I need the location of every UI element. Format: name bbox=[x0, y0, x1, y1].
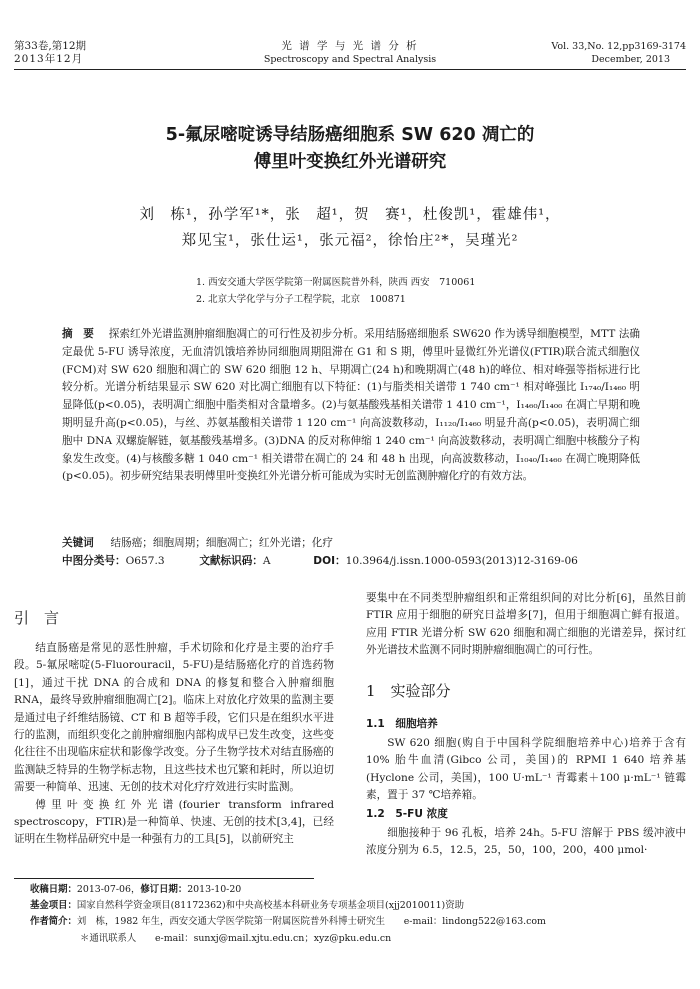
clc-label: 中图分类号： bbox=[62, 555, 126, 567]
header-vol-pages: Vol. 33,No. 12,pp3169-3174 bbox=[551, 41, 686, 52]
fund-text: 国家自然科学资金项目(81172362)和中央高校基本科研业务专项基金项目(xjj2010011)资助 bbox=[76, 900, 464, 911]
clc-value: O657.3 bbox=[125, 555, 165, 567]
abstract-label: 摘 要 bbox=[62, 328, 94, 340]
revised-date: 2013-10-20 bbox=[187, 884, 242, 895]
header-date: 2013年12月 bbox=[14, 53, 84, 65]
intro-heading: 引 言 bbox=[14, 609, 60, 627]
keywords-label: 关键词 bbox=[62, 537, 94, 549]
header-month: December, 2013 bbox=[591, 54, 670, 65]
abstract bbox=[62, 326, 640, 486]
affiliation-2: 2. 北京大学化学与分子工程学院，北京 100871 bbox=[196, 294, 406, 305]
right-column bbox=[366, 590, 686, 660]
keywords bbox=[62, 535, 333, 552]
footnote-bio bbox=[30, 914, 690, 929]
footnote-corresponding: ＊通讯联系人 e-mail：sunxj@mail.xjtu.edu.cn；xyz@pku.edu.cn bbox=[80, 933, 392, 944]
subsection-1-1-text: SW 620 细胞(购自于中国科学院细胞培养中心)培养于含有 10% 胎牛血清(Gibco 公司，美国)的 RPMI 1 640 培养基(Hyclone 公司，美国)，100 U·mL⁻¹ 青霉素＋100 μ·mL⁻¹ 链霉素，置于 37 ℃培养箱。 bbox=[366, 737, 686, 802]
subsection-1-1: 1.1 细胞培养 bbox=[366, 718, 438, 730]
subsection-1-2: 1.2 5-FU 浓度 bbox=[366, 808, 448, 820]
received-date: 2013-07-06， bbox=[76, 884, 141, 895]
footnote-fund bbox=[30, 898, 690, 913]
header-journal-en: Spectroscopy and Spectral Analysis bbox=[263, 54, 437, 65]
header-volume: 第33卷,第12期 bbox=[14, 40, 87, 52]
affiliation-1: 1. 西安交通大学医学院第一附属医院普外科，陕西 西安 710061 bbox=[196, 277, 476, 288]
fund-label: 基金项目： bbox=[30, 900, 77, 911]
received-label: 收稿日期： bbox=[30, 884, 77, 895]
footnote-dates bbox=[30, 882, 241, 897]
doi-label: DOI： bbox=[313, 555, 346, 567]
footnote-rule bbox=[14, 878, 314, 879]
authors-line-2: 郑见宝¹，张仕运¹，张元福²，徐怡庄²*，吴瑾光² bbox=[181, 233, 519, 249]
title-line-2: 傅里叶变换红外光谱研究 bbox=[253, 152, 447, 172]
right-paragraph-cont: 要集中在不同类型肿瘤组织和正常组织间的对比分析[6]，虽然目前 FTIR 应用于细胞的研究日益增多[7]，但用于细胞凋亡鲜有报道。应用 FTIR 光谱分析 SW 620 细胞和凋亡细胞的光谱差异，探讨红外光谱技术监测不同时期肿瘤细胞凋亡的可行性。 bbox=[366, 592, 686, 657]
doc-code-value: A bbox=[262, 555, 271, 567]
keywords-text: 结肠癌；细胞周期；细胞凋亡；红外光谱；化疗 bbox=[110, 537, 333, 549]
subsection-1-2-text-block bbox=[366, 825, 686, 860]
intro-paragraph-1: 结直肠癌是常见的恶性肿瘤，手术切除和化疗是主要的治疗手段。5-氟尿嘧啶(5-Fluorouracil，5-FU)是结肠癌化疗的首选药物[1]，通过干扰 DNA 的合成和 DNA 的修复和整合入肿瘤细胞 RNA，最终导致肿瘤细胞凋亡[2]。临床上对放化疗效果的监测主要是通过电子纤维结肠镜、CT 和 B 超等手段，它们只是在组织水平进行的监测，而组织变化之前肿瘤细胞内部构成早已发生改变，这些变化往往不出现临床症状和影像学改变。分子生物学技术对结直肠癌的监测缺乏特异的生物学标志物，且这些技术也冗繁和耗时，所以迫切需要一种简单、迅速、无创的技术对化疗疗效进行实时监测。 bbox=[14, 642, 334, 794]
header-rule bbox=[14, 69, 686, 70]
intro-paragraph-2: 傅里叶变换红外光谱(fourier transform infrared spectroscopy，FTIR)是一种简单、快速、无创的技术[3,4]，已经证明在生物样品研究中是一种强有力的工具[5]，以前研究主 bbox=[14, 798, 334, 846]
bio-label: 作者简介： bbox=[30, 916, 77, 927]
header-journal-cn: 光 谱 学 与 光 谱 分 析 bbox=[281, 40, 419, 52]
doi-value: 10.3964/j.issn.1000-0593(2013)12-3169-06 bbox=[345, 555, 578, 567]
subsection-1-2-text: 细胞接种于 96 孔板，培养 24h。5-FU 溶解于 PBS 缓冲液中浓度分别为 6.5，12.5，25，50，100，200，400 μmol· bbox=[366, 827, 686, 857]
doc-code-label: 文献标识码： bbox=[199, 555, 263, 567]
title-line-1: 5-氟尿嘧啶诱导结肠癌细胞系 SW 620 凋亡的 bbox=[165, 125, 535, 145]
left-column bbox=[14, 640, 334, 849]
authors-line-1: 刘 栋¹，孙学军¹*，张 超¹，贺 赛¹，杜俊凯¹，霍雄伟¹， bbox=[139, 207, 561, 223]
bio-text: 刘 栋，1982 年生，西安交通大学医学院第一附属医院普外科博士研究生 e-mail：lindong522@163.com bbox=[76, 916, 546, 927]
revised-label: 修订日期： bbox=[140, 884, 188, 895]
subsection-1-1-text-block bbox=[366, 735, 686, 805]
abstract-text: 探索红外光谱监测肿瘤细胞凋亡的可行性及初步分析。采用结肠癌细胞系 SW620 作为诱导细胞模型，MTT 法确定最优 5-FU 诱导浓度，无血清饥饿培养协同细胞周期阻滞在 G1 和 S 期，傅里叶显微红外光谱仪(FTIR)联合流式细胞仪(FCM)对 SW 620 细胞和凋亡的 SW 620 细胞 12 h、早期凋亡(24 h)和晚期凋亡(48 h)的峰位、相对峰强等指标进行比较分析。光谱分析结果显示 SW 620 对比凋亡细胞有以下特征：(1)与脂类相关谱带 1 740 cm⁻¹ 相对峰强比 I₁₇₄₀/I₁₄₆₀ 明显降低(p<0.05)，表明凋亡细胞中脂类相对含量增多。(2)与氨基酸残基相关谱带 1 410 cm⁻¹，I₁₄₆₀/I₁₄₀₀ 在凋亡早期和晚期明显升高(p<0.05)，与丝、苏氨基酸相关谱带 1 120 cm⁻¹ 向高波数移动，I₁₁₂₀/I₁₄₆₀ 明显升高(p<0.05)，表明凋亡细胞中 DNA 双螺旋解链，氨基酸残基增多。(3)DNA 的反对称伸缩 1 240 cm⁻¹ 向高波数移动，表明凋亡细胞中核酸分子构象发生改变。(4)与核酸多糖 1 040 cm⁻¹ 相关谱带在凋亡的 24 和 48 h 出现，向高波数移动，I₁₀₄₀/I₁₄₆₀ 在凋亡晚期降低(p<0.05)。初步研究结果表明傅里叶变换红外光谱分析可能成为实时无创监测肿瘤化疗的有效方法。 bbox=[62, 328, 641, 483]
classification bbox=[62, 553, 662, 570]
section-1-heading: 1 实验部分 bbox=[366, 682, 451, 700]
